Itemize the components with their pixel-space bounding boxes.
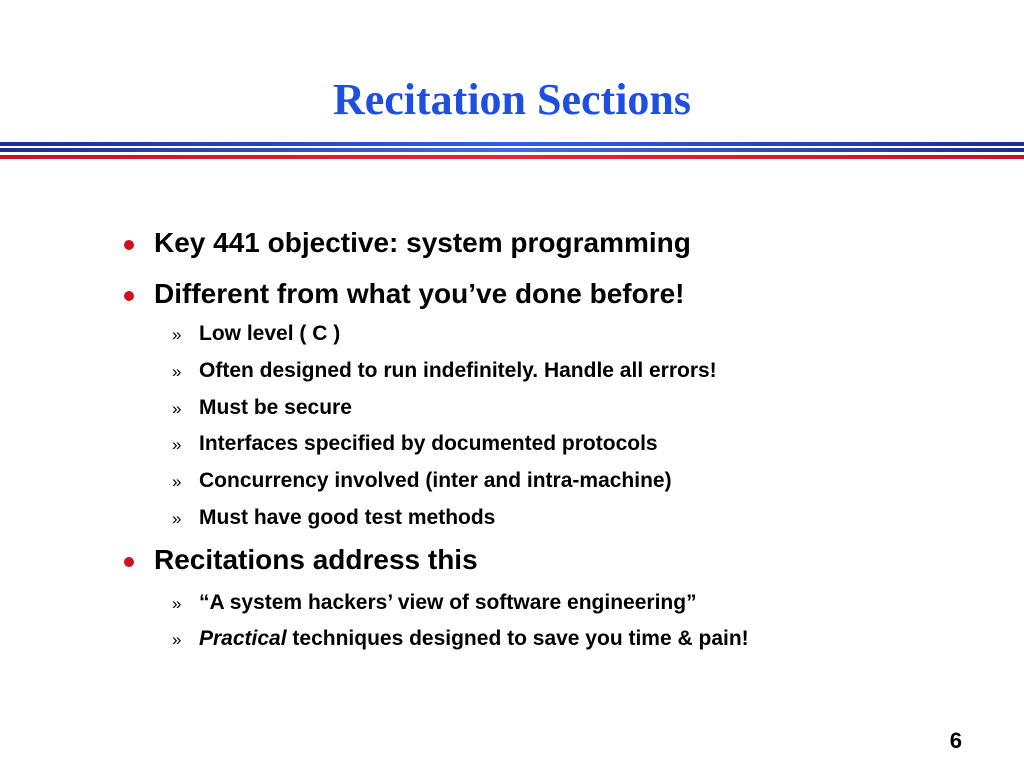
bullet-dot-icon: [124, 240, 134, 250]
bullet-text: Recitations address this: [154, 544, 478, 575]
chevron-marker-icon: »: [172, 325, 182, 344]
emphasis-text: Practical: [199, 627, 287, 650]
bullet-dot-icon: [124, 291, 134, 301]
sub-bullet-text: Concurrency involved (inter and intra-machine): [199, 469, 672, 492]
sub-bullet-text: [199, 626, 749, 652]
page-number: 6: [949, 728, 962, 753]
sub-bullet-text: Interfaces specified by documented protocols: [199, 432, 658, 455]
chevron-marker-icon: »: [172, 594, 182, 613]
slide-title: Recitation Sections: [332, 75, 692, 124]
sub-bullet-text: Often designed to run indefinitely. Handle all errors!: [199, 359, 717, 382]
sub-bullet-text: “A system hackers’ view of software engineering”: [199, 591, 697, 614]
bullet-text: Different from what you’ve done before!: [154, 278, 685, 309]
chevron-marker-icon: »: [172, 509, 182, 528]
chevron-marker-icon: »: [172, 362, 182, 381]
chevron-marker-icon: »: [172, 472, 182, 491]
sub-bullet-text: Must be secure: [199, 396, 352, 419]
chevron-marker-icon: »: [172, 399, 182, 418]
sub-bullet-rest-text: techniques designed to save you time & pain!: [286, 627, 749, 650]
chevron-marker-icon: »: [172, 435, 182, 454]
sub-bullet-text: Low level ( C ): [199, 322, 341, 345]
sub-bullet-text: Must have good test methods: [199, 506, 496, 529]
chevron-marker-icon: »: [172, 630, 182, 649]
bullet-dot-icon: [124, 557, 134, 567]
bullet-text: Key 441 objective: system programming: [154, 227, 691, 258]
